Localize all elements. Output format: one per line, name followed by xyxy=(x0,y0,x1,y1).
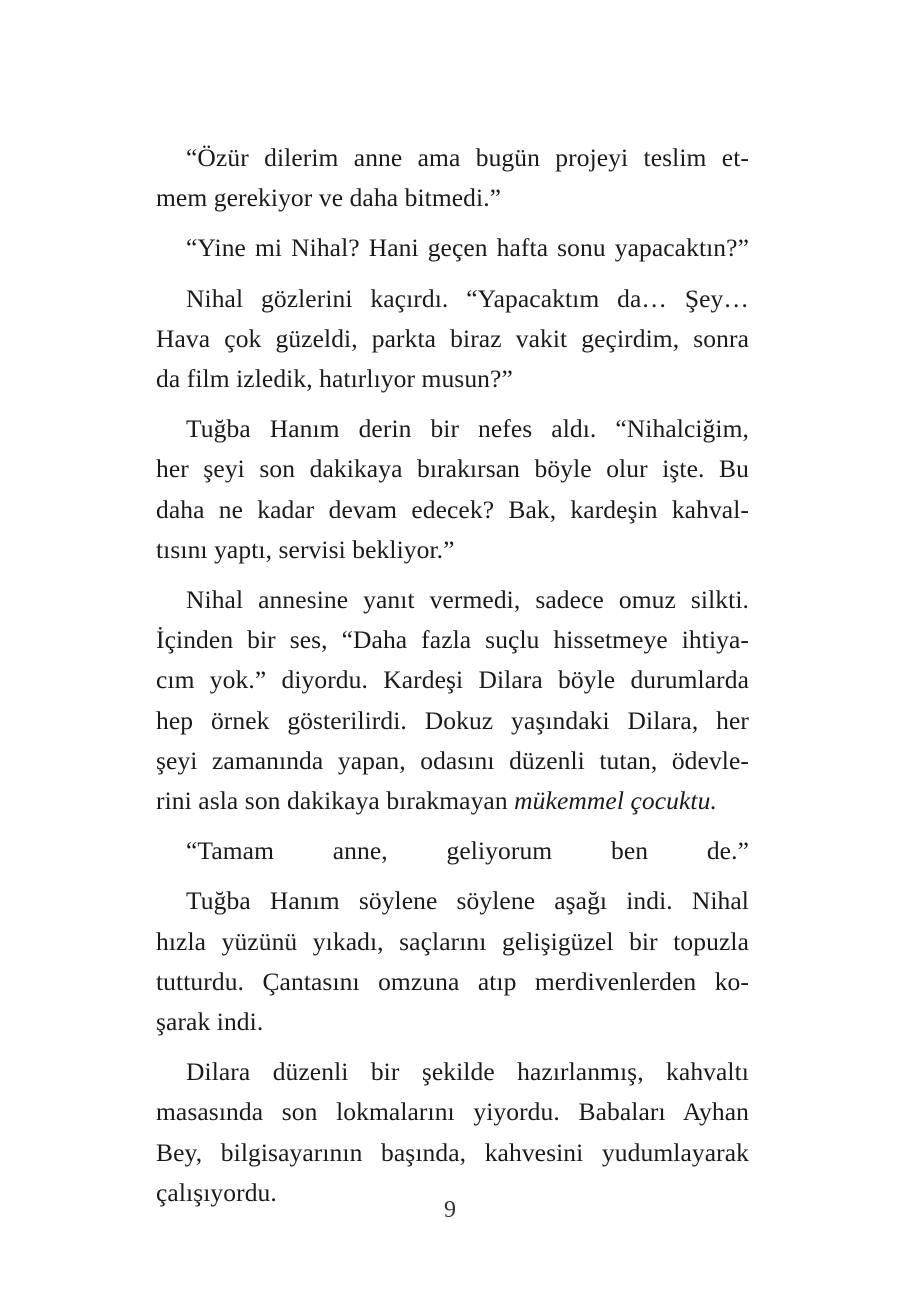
text-line: Hava çok güzeldi, parkta biraz vakit geçirdim, sonra xyxy=(156,323,749,353)
text-line: Nihal gözlerini kaçırdı. “Yapacaktım da… Şey… xyxy=(186,283,749,313)
text-line: cım yok.” diyordu. Kardeşi Dilara böyle durumlarda xyxy=(156,665,749,695)
text-run: rini asla son dakikaya bırakmayan xyxy=(156,786,515,816)
text-line: Tuğba Hanım derin bir nefes aldı. “Nihalciğim, xyxy=(186,414,749,444)
text-line xyxy=(156,781,749,821)
text-line: daha ne kadar devam edecek? Bak, kardeşin kahval- xyxy=(156,494,749,524)
paragraph-2 xyxy=(156,228,749,268)
text-line: mem gerekiyor ve daha bitmedi.” xyxy=(156,183,502,213)
text-line: İçinden bir ses, “Daha fazla suçlu hissetmeye ihtiya- xyxy=(156,625,749,655)
text-line: şarak indi. xyxy=(156,1007,264,1037)
text-line: tutturdu. Çantasını omzuna atıp merdivenlerden ko- xyxy=(156,966,749,996)
page-number: 9 xyxy=(444,1197,456,1223)
text-line: da film izledik, hatırlıyor musun?” xyxy=(156,364,513,394)
paragraph-5 xyxy=(156,580,749,821)
paragraph-6 xyxy=(156,831,749,871)
text-line: “Özür dilerim anne ama bugün projeyi teslim et- xyxy=(186,143,749,172)
text-line: “Yine mi Nihal? Hani geçen hafta sonu yapacaktın?” xyxy=(186,233,749,263)
italic-text-run: mükemmel çocuktu. xyxy=(514,786,717,816)
text-line: Nihal annesine yanıt vermedi, sadece omuz silkti. xyxy=(186,585,749,615)
text-line: hızla yüzünü yıkadı, saçlarını gelişigüzel bir topuzla xyxy=(156,926,749,956)
text-line: hep örnek gösterilirdi. Dokuz yaşındaki Dilara, her xyxy=(156,705,749,735)
paragraph-3 xyxy=(156,279,749,400)
text-line: tısını yaptı, servisi bekliyor.” xyxy=(156,534,455,564)
paragraph-8 xyxy=(156,1052,749,1213)
text-line: Dilara düzenli bir şekilde hazırlanmış, kahvaltı xyxy=(186,1057,749,1087)
text-line: Bey, bilgisayarının başında, kahvesini yudumlayarak xyxy=(156,1137,749,1167)
paragraph-4 xyxy=(156,409,749,570)
text-line: her şeyi son dakikaya bırakırsan böyle olur işte. Bu xyxy=(156,454,749,484)
text-line: masasında son lokmalarını yiyordu. Babaları Ayhan xyxy=(156,1097,749,1127)
text-line: Tuğba Hanım söylene söylene aşağı indi. Nihal xyxy=(186,886,749,916)
text-line: şeyi zamanında yapan, odasını düzenli tutan, ödevle- xyxy=(156,745,749,775)
body-text xyxy=(156,138,749,1223)
paragraph-1 xyxy=(156,138,749,218)
paragraph-7 xyxy=(156,881,749,1042)
text-line: çalışıyordu. xyxy=(156,1177,277,1207)
text-line: “Tamam anne, geliyorum ben de.” xyxy=(186,836,749,866)
